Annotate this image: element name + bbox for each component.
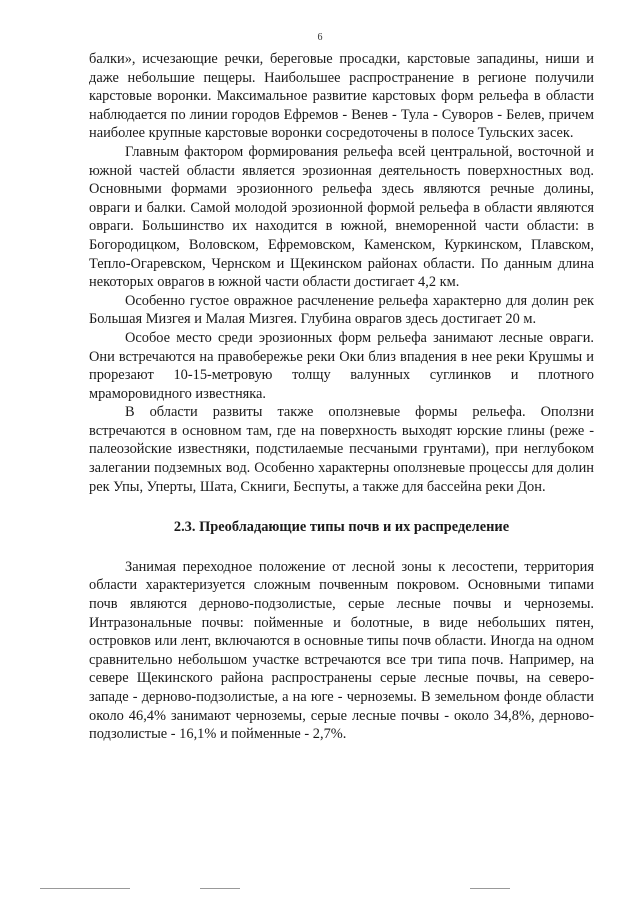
paragraph-karst-continued: балки», исчезающие речки, береговые просадки, карстовые западины, ниши и даже небольшие пещеры. Наибольшее распространение в регионе получили карстовые воронки. Максимальное развитие карстовых форм рельефа в области наблюдается по линии городов Ефремов - Венев - Тула - Суворов - Белев, причем наиболее крупные карстовые воронки сосредоточены в полосе Тульских засек. [89,51,594,142]
page-number: 6 [317,32,323,43]
paragraph-landslides: В области развиты также оползневые формы рельефа. Оползни встречаются в основном там, где на поверхность выходят юрские глины (реже - палеозойские известняки, подстилаемые песчаными грунтами), при неглубоком залегании подземных вод. Особенно характерны оползневые процессы для долин рек Упы, Уперты, Шата, Скниги, Беспуты, а также для бассейна реки Дон. [89,404,594,495]
paragraph-mizgeya-ravines: Особенно густое овражное расчленение рельефа характерно для долин рек Большая Мизгея и Малая Мизгея. Глубина оврагов здесь достигает 20 м. [89,292,594,328]
scan-artifact-line [470,888,510,889]
paragraph-soil-types: Занимая переходное положение от лесной зоны к лесостепи, территория области характеризуется сложным почвенным покровом. Основными типами почв являются дерново-подзолистые, серые лесные почвы и черноземы. Интразональные почвы: пойменные и болотные, в виде небольших пятен, островков или лент, включаются в основные типы почв области. Иногда на одном сравнительно небольшом участке встречаются все три типа почв. Например, на севере Щекинского района распространены серые лесные почвы, на северо-западе - дерново-подзолистые, а на юге - черноземы. В земельном фонде области около 46,4% занимают черноземы, серые лесные почвы - около 34,8%, дерново-подзолистые - 16,1% и пойменные - 2,7%. [89,558,594,743]
paragraph-erosion-relief: Главным фактором формирования рельефа всей центральной, восточной и южной частей области является эрозионная деятельность поверхностных вод. Основными формами эрозионного рельефа здесь являются речные долины, овраги и балки. Самой молодой эрозионной формой рельефа в области являются овраги. Большинство их находится в южной, внеморенной части области: в Богородицком, Воловском, Ефремовском, Каменском, Куркинском, Плавском, Тепло-Огаревском, Чернском и Щекинском районах области. По данным длина некоторых оврагов в южной части области достигает 4,2 км. [89,143,594,291]
section-heading: 2.3. Преобладающие типы почв и их распределение [173,519,510,536]
scan-artifact-line [40,888,130,889]
scan-artifact-line [200,888,240,889]
paragraph-forest-ravines: Особое место среди эрозионных форм рельефа занимают лесные овраги. Они встречаются на правобережье реки Оки близ впадения в нее реки Крушмы и прорезают 10-15-метровую толщу валунных суглинков и плотного мраморовидного известняка. [89,329,594,402]
page-body [89,50,594,744]
